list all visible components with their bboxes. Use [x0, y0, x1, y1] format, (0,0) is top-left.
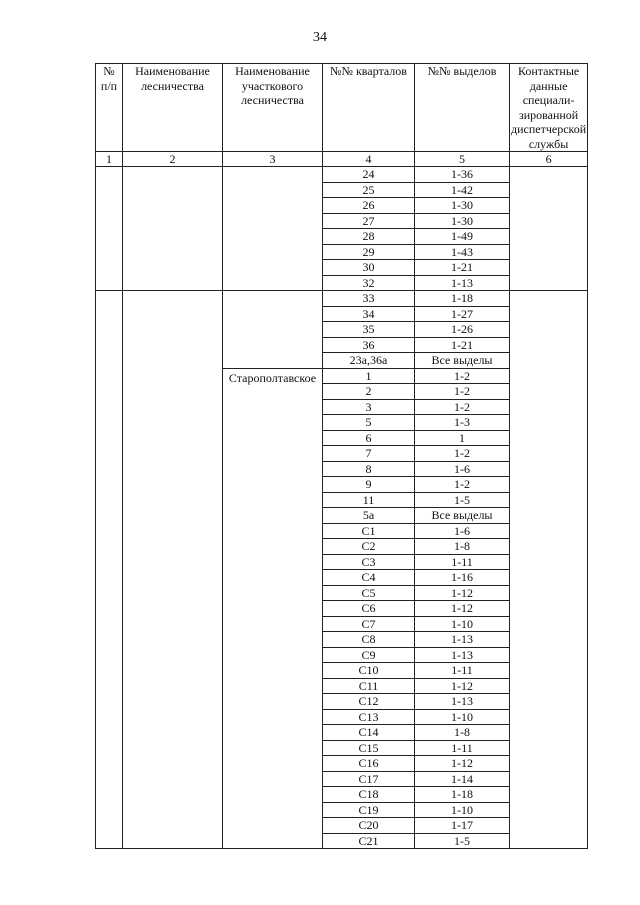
table-body [96, 167, 588, 849]
kvartal-cell: С21 [323, 833, 415, 849]
kvartal-cell: 7 [323, 446, 415, 462]
vydel-cell: 1-36 [415, 167, 510, 183]
header-row [96, 64, 588, 152]
kvartal-cell: 26 [323, 198, 415, 214]
forestry-cell [123, 291, 223, 849]
kvartal-cell: 11 [323, 492, 415, 508]
kvartal-cell: 36 [323, 337, 415, 353]
column-number: 3 [223, 152, 323, 167]
kvartal-cell: 34 [323, 306, 415, 322]
header-cell-subforestry: Наименование участкового лесничества [223, 64, 323, 152]
vydel-cell: 1-2 [415, 399, 510, 415]
kvartal-cell: С15 [323, 740, 415, 756]
column-number: 2 [123, 152, 223, 167]
vydel-cell: Все выделы [415, 508, 510, 524]
kvartal-cell: С14 [323, 725, 415, 741]
kvartal-cell: 6 [323, 430, 415, 446]
kvartal-cell: 32 [323, 275, 415, 291]
vydel-cell: 1-8 [415, 725, 510, 741]
kvartal-cell: 25 [323, 182, 415, 198]
kvartal-cell: С1 [323, 523, 415, 539]
vydel-cell: 1-14 [415, 771, 510, 787]
kvartal-cell: 28 [323, 229, 415, 245]
vydel-cell: 1-2 [415, 368, 510, 384]
header-cell-number: № п/п [96, 64, 123, 152]
header-cell-vydels: №№ выделов [415, 64, 510, 152]
header-cell-kvartals: №№ кварталов [323, 64, 415, 152]
vydel-cell: 1-12 [415, 585, 510, 601]
vydel-cell: 1-3 [415, 415, 510, 431]
vydel-cell: 1-8 [415, 539, 510, 555]
row-number-cell [96, 167, 123, 291]
column-number: 1 [96, 152, 123, 167]
column-number: 6 [510, 152, 588, 167]
vydel-cell: 1-21 [415, 337, 510, 353]
contacts-cell [510, 291, 588, 849]
vydel-cell: 1-30 [415, 198, 510, 214]
vydel-cell: 1-2 [415, 477, 510, 493]
kvartal-cell: 29 [323, 244, 415, 260]
vydel-cell: 1-42 [415, 182, 510, 198]
contacts-cell [510, 167, 588, 291]
kvartal-cell: С8 [323, 632, 415, 648]
header-cell-forestry: Наименование лесничества [123, 64, 223, 152]
vydel-cell: 1-16 [415, 570, 510, 586]
vydel-cell: 1-2 [415, 384, 510, 400]
kvartal-cell: С13 [323, 709, 415, 725]
kvartal-cell: С9 [323, 647, 415, 663]
vydel-cell: 1-10 [415, 616, 510, 632]
column-number: 4 [323, 152, 415, 167]
subforestry-name: Старополтавское [223, 368, 323, 849]
kvartal-cell: С11 [323, 678, 415, 694]
vydel-cell: 1-13 [415, 632, 510, 648]
kvartal-cell: 24 [323, 167, 415, 183]
vydel-cell: 1-43 [415, 244, 510, 260]
vydel-cell: 1-10 [415, 709, 510, 725]
vydel-cell: 1-12 [415, 678, 510, 694]
kvartal-cell: 5 [323, 415, 415, 431]
kvartal-cell: 2 [323, 384, 415, 400]
vydel-cell: 1-17 [415, 818, 510, 834]
kvartal-cell: С5 [323, 585, 415, 601]
vydel-cell: 1-11 [415, 740, 510, 756]
vydel-cell: 1-5 [415, 492, 510, 508]
kvartal-cell: С2 [323, 539, 415, 555]
vydel-cell: 1-30 [415, 213, 510, 229]
column-number-row [96, 152, 588, 167]
kvartal-cell: С18 [323, 787, 415, 803]
kvartal-cell: 27 [323, 213, 415, 229]
subforestry-cell [223, 291, 323, 369]
header-cell-contacts: Контактные данные специали-зированной диспетчерской службы [511, 64, 587, 151]
vydel-cell: 1-11 [415, 663, 510, 679]
kvartal-cell: 5а [323, 508, 415, 524]
kvartal-cell: С19 [323, 802, 415, 818]
forestry-table [95, 63, 588, 849]
row-number-cell [96, 291, 123, 849]
vydel-cell: 1-2 [415, 446, 510, 462]
vydel-cell: 1-13 [415, 647, 510, 663]
table-row [96, 291, 588, 307]
kvartal-cell: 23а,36а [323, 353, 415, 369]
kvartal-cell: С4 [323, 570, 415, 586]
vydel-cell: 1-27 [415, 306, 510, 322]
kvartal-cell: С7 [323, 616, 415, 632]
kvartal-cell: 3 [323, 399, 415, 415]
kvartal-cell: С6 [323, 601, 415, 617]
vydel-cell: 1 [415, 430, 510, 446]
vydel-cell: 1-13 [415, 275, 510, 291]
vydel-cell: 1-12 [415, 601, 510, 617]
kvartal-cell: 1 [323, 368, 415, 384]
subforestry-cell [223, 167, 323, 291]
vydel-cell: 1-21 [415, 260, 510, 276]
kvartal-cell: С10 [323, 663, 415, 679]
kvartal-cell: С12 [323, 694, 415, 710]
vydel-cell: 1-5 [415, 833, 510, 849]
page-number: 34 [313, 30, 327, 45]
kvartal-cell: 35 [323, 322, 415, 338]
vydel-cell: 1-6 [415, 461, 510, 477]
kvartal-cell: 33 [323, 291, 415, 307]
vydel-cell: Все выделы [415, 353, 510, 369]
kvartal-cell: С3 [323, 554, 415, 570]
forestry-cell [123, 167, 223, 291]
kvartal-cell: С16 [323, 756, 415, 772]
kvartal-cell: 30 [323, 260, 415, 276]
vydel-cell: 1-13 [415, 694, 510, 710]
vydel-cell: 1-12 [415, 756, 510, 772]
vydel-cell: 1-10 [415, 802, 510, 818]
kvartal-cell: 8 [323, 461, 415, 477]
table-row [96, 167, 588, 183]
vydel-cell: 1-26 [415, 322, 510, 338]
vydel-cell: 1-49 [415, 229, 510, 245]
vydel-cell: 1-18 [415, 787, 510, 803]
kvartal-cell: С20 [323, 818, 415, 834]
kvartal-cell: С17 [323, 771, 415, 787]
vydel-cell: 1-6 [415, 523, 510, 539]
column-number: 5 [415, 152, 510, 167]
kvartal-cell: 9 [323, 477, 415, 493]
vydel-cell: 1-11 [415, 554, 510, 570]
vydel-cell: 1-18 [415, 291, 510, 307]
